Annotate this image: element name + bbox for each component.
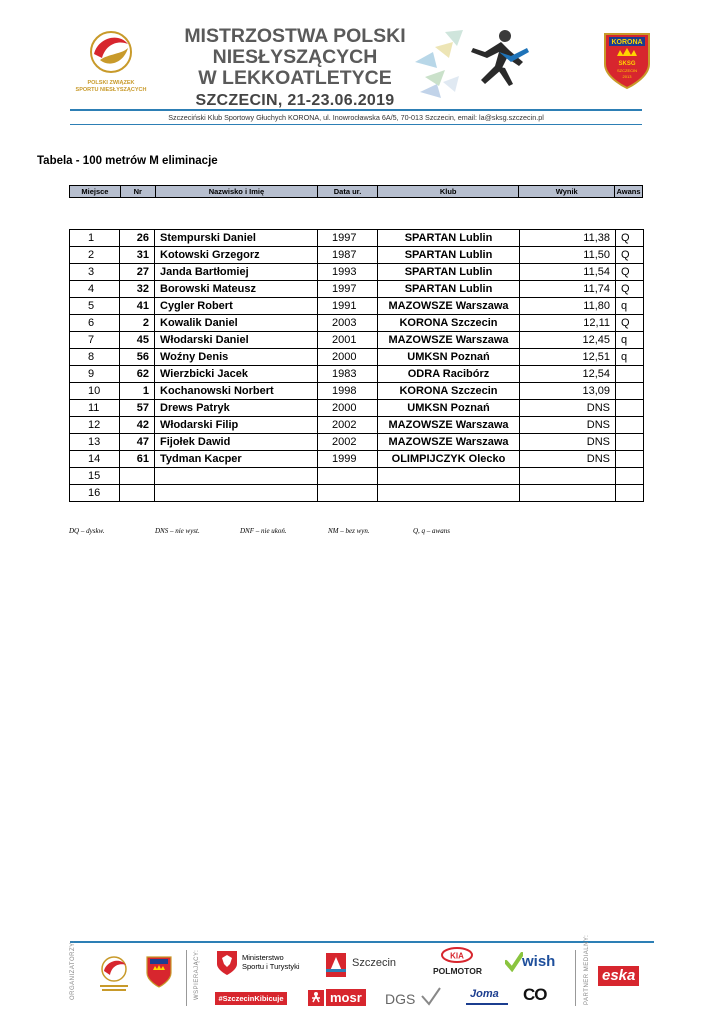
ministry-line-2: Sportu i Turystyki: [242, 962, 300, 971]
footer-separator-1: [186, 950, 187, 1006]
dgs-logo: DGS: [385, 991, 416, 1007]
co-logo: CO: [523, 985, 547, 1004]
cell-nr: 61: [120, 451, 155, 468]
cell-result: 11,38: [520, 230, 616, 247]
pzsn-emblem-icon: [78, 24, 144, 80]
cell-club: MAZOWSZE Warszawa: [378, 417, 520, 434]
col-header-place: Miejsce: [70, 186, 121, 197]
korona-club-logo: [603, 30, 651, 90]
table-row: [70, 366, 644, 383]
ministry-line-1: Ministerstwo: [242, 953, 284, 962]
cell-club: UMKSN Poznań: [378, 400, 520, 417]
korona-shield-icon: [603, 30, 651, 90]
cell-place: 13: [70, 434, 120, 451]
cell-year: 1998: [318, 383, 378, 400]
cell-club: ODRA Racibórz: [378, 366, 520, 383]
table-row: [70, 434, 644, 451]
cell-name: Włodarski Daniel: [155, 332, 318, 349]
cell-advance: Q: [616, 230, 644, 247]
partner-label: PARTNER MEDIALNY:: [584, 934, 590, 1005]
cell-advance: [616, 434, 644, 451]
cell-nr: [120, 485, 155, 502]
cell-year: 2000: [318, 349, 378, 366]
cell-nr: 2: [120, 315, 155, 332]
footer-separator-2: [575, 950, 576, 1006]
table-row: [70, 400, 644, 417]
szczecin-city-text: Szczecin: [352, 957, 397, 969]
cell-year: 1993: [318, 264, 378, 281]
cell-result: 12,51: [520, 349, 616, 366]
wish-logo: wish: [522, 953, 556, 970]
cell-name: Kochanowski Norbert: [155, 383, 318, 400]
cell-place: 3: [70, 264, 120, 281]
cell-club: KORONA Szczecin: [378, 315, 520, 332]
cell-place: 8: [70, 349, 120, 366]
results-table-body: [70, 230, 644, 502]
cell-name: Drews Patryk: [155, 400, 318, 417]
cell-result: 12,11: [520, 315, 616, 332]
legend-advance: Q, q – awans: [413, 527, 450, 535]
cell-club: UMKSN Poznań: [378, 349, 520, 366]
cell-nr: 27: [120, 264, 155, 281]
mosr-figure-icon: [308, 990, 324, 1006]
org-logo-line-1: POLSKI ZWIĄZEK: [87, 80, 135, 86]
cell-result: 11,80: [520, 298, 616, 315]
cell-place: 7: [70, 332, 120, 349]
org-logo-line-2: SPORTU NIESŁYSZĄCYCH: [75, 87, 147, 93]
cell-year: 1983: [318, 366, 378, 383]
cell-result: DNS: [520, 400, 616, 417]
cell-result: [520, 468, 616, 485]
legend-dnf: DNF – nie ukoń.: [240, 527, 287, 535]
cell-year: 2002: [318, 434, 378, 451]
cell-nr: 26: [120, 230, 155, 247]
cell-club: MAZOWSZE Warszawa: [378, 298, 520, 315]
joma-underline: [466, 1003, 508, 1005]
cell-advance: [616, 468, 644, 485]
legend-nm: NM – bez wyn.: [328, 527, 370, 535]
cell-place: 15: [70, 468, 120, 485]
cell-nr: 47: [120, 434, 155, 451]
cell-place: 6: [70, 315, 120, 332]
event-date-place: SZCZECIN, 21-23.06.2019: [195, 92, 395, 109]
table-row: [70, 383, 644, 400]
ministry-logo-text: [242, 953, 300, 971]
cell-nr: 62: [120, 366, 155, 383]
cell-result: 13,09: [520, 383, 616, 400]
korona-logo-year: 2013: [622, 74, 632, 79]
kia-logo-icon: [441, 947, 473, 963]
korona-footer-logo-icon: [146, 955, 172, 989]
cell-advance: [616, 383, 644, 400]
cell-result: 11,54: [520, 264, 616, 281]
mosr-logo: mosr: [326, 989, 366, 1006]
col-header-name: Nazwisko i Imię: [156, 186, 318, 197]
cell-result: [520, 485, 616, 502]
header-divider-2: [70, 124, 642, 125]
cell-club: SPARTAN Lublin: [378, 230, 520, 247]
cell-place: 16: [70, 485, 120, 502]
cell-place: 12: [70, 417, 120, 434]
cell-name: Cygler Robert: [155, 298, 318, 315]
document-header: [0, 0, 721, 130]
pzsn-logo: [75, 24, 147, 104]
cell-club: [378, 468, 520, 485]
cell-result: 12,54: [520, 366, 616, 383]
korona-logo-city: SZCZECIN: [617, 68, 637, 73]
table-row: [70, 485, 644, 502]
cell-advance: [616, 417, 644, 434]
table-row: [70, 468, 644, 485]
cell-club: MAZOWSZE Warszawa: [378, 434, 520, 451]
cell-nr: 31: [120, 247, 155, 264]
cell-advance: Q: [616, 247, 644, 264]
column-header-bar: [69, 185, 643, 198]
cell-nr: 41: [120, 298, 155, 315]
table-row: [70, 298, 644, 315]
cell-name: [155, 485, 318, 502]
joma-logo: Joma: [470, 988, 499, 1000]
table-row: [70, 349, 644, 366]
cell-name: Borowski Mateusz: [155, 281, 318, 298]
kia-logo-text: KIA: [450, 951, 464, 961]
table-row: [70, 281, 644, 298]
col-header-nr: Nr: [121, 186, 156, 197]
footer-divider: [70, 941, 654, 943]
cell-year: [318, 485, 378, 502]
cell-result: DNS: [520, 451, 616, 468]
cell-advance: q: [616, 332, 644, 349]
polmotor-logo: POLMOTOR: [433, 966, 482, 976]
cell-place: 1: [70, 230, 120, 247]
cell-result: 12,45: [520, 332, 616, 349]
cell-place: 2: [70, 247, 120, 264]
korona-logo-sksg: SKSG: [618, 61, 636, 67]
cell-year: [318, 468, 378, 485]
cell-name: [155, 468, 318, 485]
cell-advance: [616, 366, 644, 383]
table-row: [70, 264, 644, 281]
col-header-result: Wynik: [519, 186, 615, 197]
cell-year: 2002: [318, 417, 378, 434]
cell-place: 11: [70, 400, 120, 417]
cell-name: Włodarski Filip: [155, 417, 318, 434]
cell-nr: 57: [120, 400, 155, 417]
cell-nr: 56: [120, 349, 155, 366]
table-title: Tabela - 100 metrów M eliminacje: [37, 155, 218, 167]
cell-advance: [616, 400, 644, 417]
cell-name: Woźny Denis: [155, 349, 318, 366]
szczecin-kibicuje-badge: #SzczecinKibicuje: [215, 992, 287, 1005]
event-title-line-2: NIESŁYSZĄCYCH: [212, 46, 378, 68]
pzsn-footer-logo-icon: [96, 953, 132, 995]
cell-year: 1991: [318, 298, 378, 315]
polish-eagle-icon: [216, 950, 238, 976]
cell-place: 10: [70, 383, 120, 400]
organizers-label: ORGANIZATORZY:: [70, 940, 76, 1000]
event-title-line-1: MISTRZOSTWA POLSKI: [184, 25, 406, 47]
table-row: [70, 247, 644, 264]
cell-place: 4: [70, 281, 120, 298]
cell-advance: q: [616, 298, 644, 315]
cell-name: Kowalik Daniel: [155, 315, 318, 332]
legend-dq: DQ – dyskw.: [69, 527, 105, 535]
results-table: [69, 229, 644, 502]
cell-advance: Q: [616, 281, 644, 298]
event-title: [180, 26, 410, 111]
cell-club: OLIMPIJCZYK Olecko: [378, 451, 520, 468]
cell-club: SPARTAN Lublin: [378, 281, 520, 298]
cell-name: Kotowski Grzegorz: [155, 247, 318, 264]
cell-place: 9: [70, 366, 120, 383]
col-header-club: Klub: [378, 186, 520, 197]
cell-club: SPARTAN Lublin: [378, 264, 520, 281]
col-header-advance: Awans: [616, 187, 641, 196]
wish-check-icon: [505, 952, 523, 972]
table-row: [70, 332, 644, 349]
cell-year: 2000: [318, 400, 378, 417]
cell-name: Janda Bartłomiej: [155, 264, 318, 281]
cell-year: 1997: [318, 281, 378, 298]
table-row: [70, 417, 644, 434]
cell-advance: Q: [616, 315, 644, 332]
cell-name: Tydman Kacper: [155, 451, 318, 468]
cell-result: DNS: [520, 417, 616, 434]
cell-nr: 42: [120, 417, 155, 434]
cell-name: Stempurski Daniel: [155, 230, 318, 247]
korona-logo-name: KORONA: [611, 39, 643, 46]
cell-club: [378, 485, 520, 502]
cell-nr: [120, 468, 155, 485]
cell-club: SPARTAN Lublin: [378, 247, 520, 264]
cell-year: 1987: [318, 247, 378, 264]
event-title-line-3: W LEKKOATLETYCE: [198, 67, 392, 89]
cell-year: 2001: [318, 332, 378, 349]
cell-club: KORONA Szczecin: [378, 383, 520, 400]
cell-advance: Q: [616, 264, 644, 281]
table-row: [70, 230, 644, 247]
cell-place: 14: [70, 451, 120, 468]
dgs-check-icon: [420, 986, 442, 1006]
cell-advance: q: [616, 349, 644, 366]
cell-result: 11,74: [520, 281, 616, 298]
legend-dns: DNS – nie wyst.: [155, 527, 200, 535]
cell-place: 5: [70, 298, 120, 315]
header-divider: [70, 109, 642, 111]
cell-advance: [616, 485, 644, 502]
cell-year: 2003: [318, 315, 378, 332]
szczecin-city-icon: [326, 953, 346, 977]
col-header-year: Data ur.: [318, 186, 378, 197]
eska-logo: eska: [598, 966, 639, 986]
runner-graphic-icon: [415, 22, 540, 102]
table-row: [70, 451, 644, 468]
cell-advance: [616, 451, 644, 468]
cell-result: DNS: [520, 434, 616, 451]
cell-nr: 1: [120, 383, 155, 400]
cell-result: 11,50: [520, 247, 616, 264]
cell-name: Wierzbicki Jacek: [155, 366, 318, 383]
support-label: WSPIERAJĄCY:: [194, 949, 200, 1000]
cell-year: 1999: [318, 451, 378, 468]
cell-club: MAZOWSZE Warszawa: [378, 332, 520, 349]
cell-nr: 32: [120, 281, 155, 298]
cell-name: Fijołek Dawid: [155, 434, 318, 451]
table-row: [70, 315, 644, 332]
cell-nr: 45: [120, 332, 155, 349]
cell-year: 1997: [318, 230, 378, 247]
club-address: Szczeciński Klub Sportowy Głuchych KORONA, ul. Inowrocławska 6A/5, 70-013 Szczecin, email: la@sksg.szczecin.pl: [168, 113, 544, 122]
